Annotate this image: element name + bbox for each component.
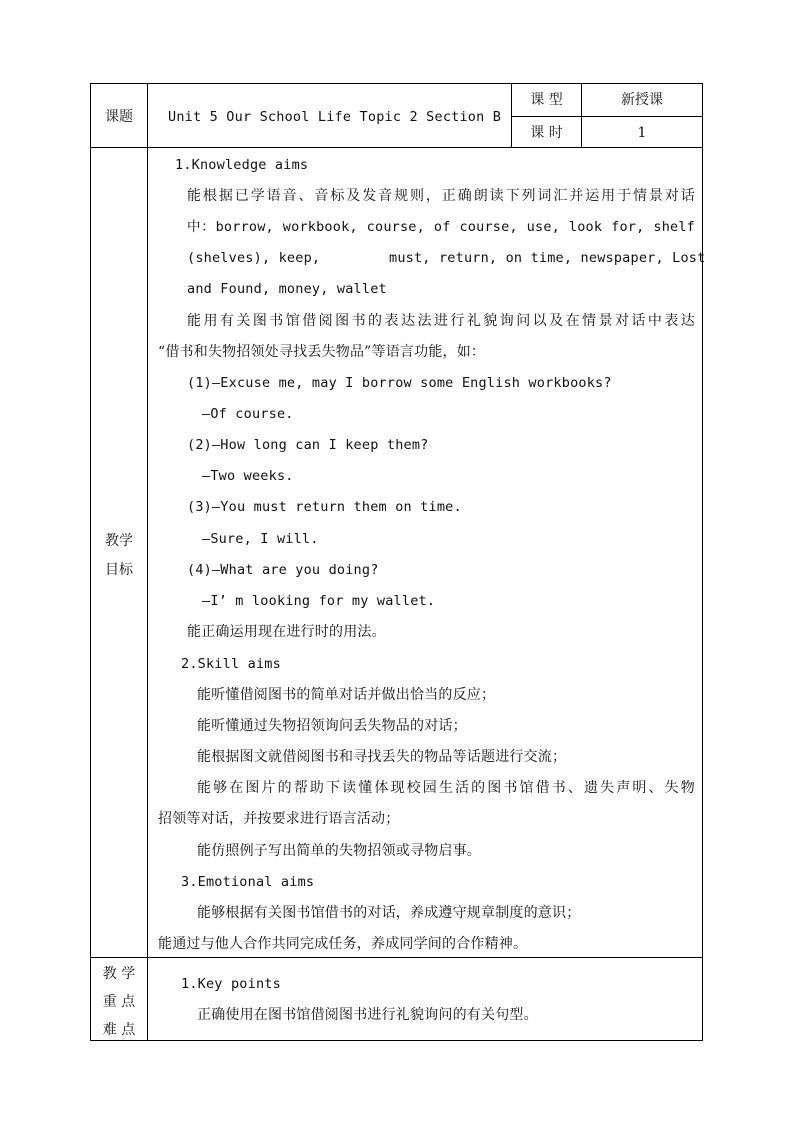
header-split-line [511,116,703,117]
keypoints-label-line-3: 难 点 [102,1022,136,1038]
dialogue-4-question: (4)—What are you doing? [187,562,379,578]
emotional-aims-title: 3.Emotional aims [181,874,315,890]
knowledge-intro-line-3b: must, return, on time, newspaper, Lost [389,250,706,266]
keypoints-label-line-1: 教 学 [102,966,136,982]
knowledge-intro-line-4: and Found, money, wallet [187,281,387,297]
topic-value: Unit 5 Our School Life Topic 2 Section B [168,109,502,125]
hours-label: 课 时 [530,125,563,141]
key-points-title: 1.Key points [181,976,281,992]
skill-aims-title: 2.Skill aims [181,656,281,672]
key-point-1: 正确使用在图书馆借阅图书进行礼貌询问的有关句型。 [197,1007,538,1023]
dialogue-3-question: (3)—You must return them on time. [187,499,462,515]
skill-aim-3: 能根据图文就借阅图书和寻找丢失的物品等话题进行交流； [197,749,567,765]
type-value: 新授课 [621,92,663,108]
skill-aim-5: 能仿照例子写出简单的失物招领或寻物启事。 [197,843,481,859]
knowledge-intro-line-3a: (shelves), keep, [187,250,321,266]
knowledge-intro-line-1: 能根据已学语音、音标及发音规则，正确朗读下列词汇并运用于情景对话 [187,188,695,204]
dialogue-1-question: (1)—Excuse me, may I borrow some English workbooks? [187,375,612,391]
skill-aim-2: 能听懂通过失物招领询问丢失物品的对话； [197,718,467,734]
dialogue-3-answer: —Sure, I will. [202,531,319,547]
hours-value: 1 [637,125,647,141]
goals-label-line-1: 教学 [105,533,133,549]
dialogue-1-answer: —Of course. [202,406,294,422]
table-border-top [90,83,703,84]
emotional-aim-1: 能够根据有关图书馆借书的对话，养成遵守规章制度的意识； [197,905,581,921]
topic-label: 课题 [105,109,133,125]
skill-aim-1: 能听懂借阅图书的简单对话并做出恰当的反应； [197,687,496,703]
dialogue-2-question: (2)—How long can I keep them? [187,437,429,453]
skill-aim-4-line-2: 招领等对话，并按要求进行语言活动； [158,811,400,827]
type-label: 课 型 [530,92,563,108]
header-bottom-line [90,147,703,148]
goals-bottom-line [90,957,703,958]
grammar-aim: 能正确运用现在进行时的用法。 [187,624,386,640]
table-border-right [702,83,703,1041]
function-line-1: 能用有关图书馆借阅图书的表达法进行礼貌询问以及在情景对话中表达 [187,313,695,329]
table-border-bottom [90,1040,703,1041]
goals-label-line-2: 目标 [105,562,133,578]
dialogue-4-answer: —I’ m looking for my wallet. [202,593,436,609]
label-column-line [147,83,148,1041]
knowledge-aims-title: 1.Knowledge aims [175,157,309,173]
knowledge-intro-line-2: 中：borrow, workbook, course, of course, use, look for, shelf [187,219,695,235]
dialogue-2-answer: —Two weeks. [202,468,294,484]
function-line-2: “借书和失物招领处寻找丢失物品”等语言功能，如： [158,344,486,360]
emotional-aim-2: 能通过与他人合作共同完成任务，养成同学间的合作精神。 [158,936,528,952]
skill-aim-4-line-1: 能够在图片的帮助下读懂体现校园生活的图书馆借书、遗失声明、失物 [197,780,695,796]
keypoints-label-line-2: 重 点 [102,994,136,1010]
